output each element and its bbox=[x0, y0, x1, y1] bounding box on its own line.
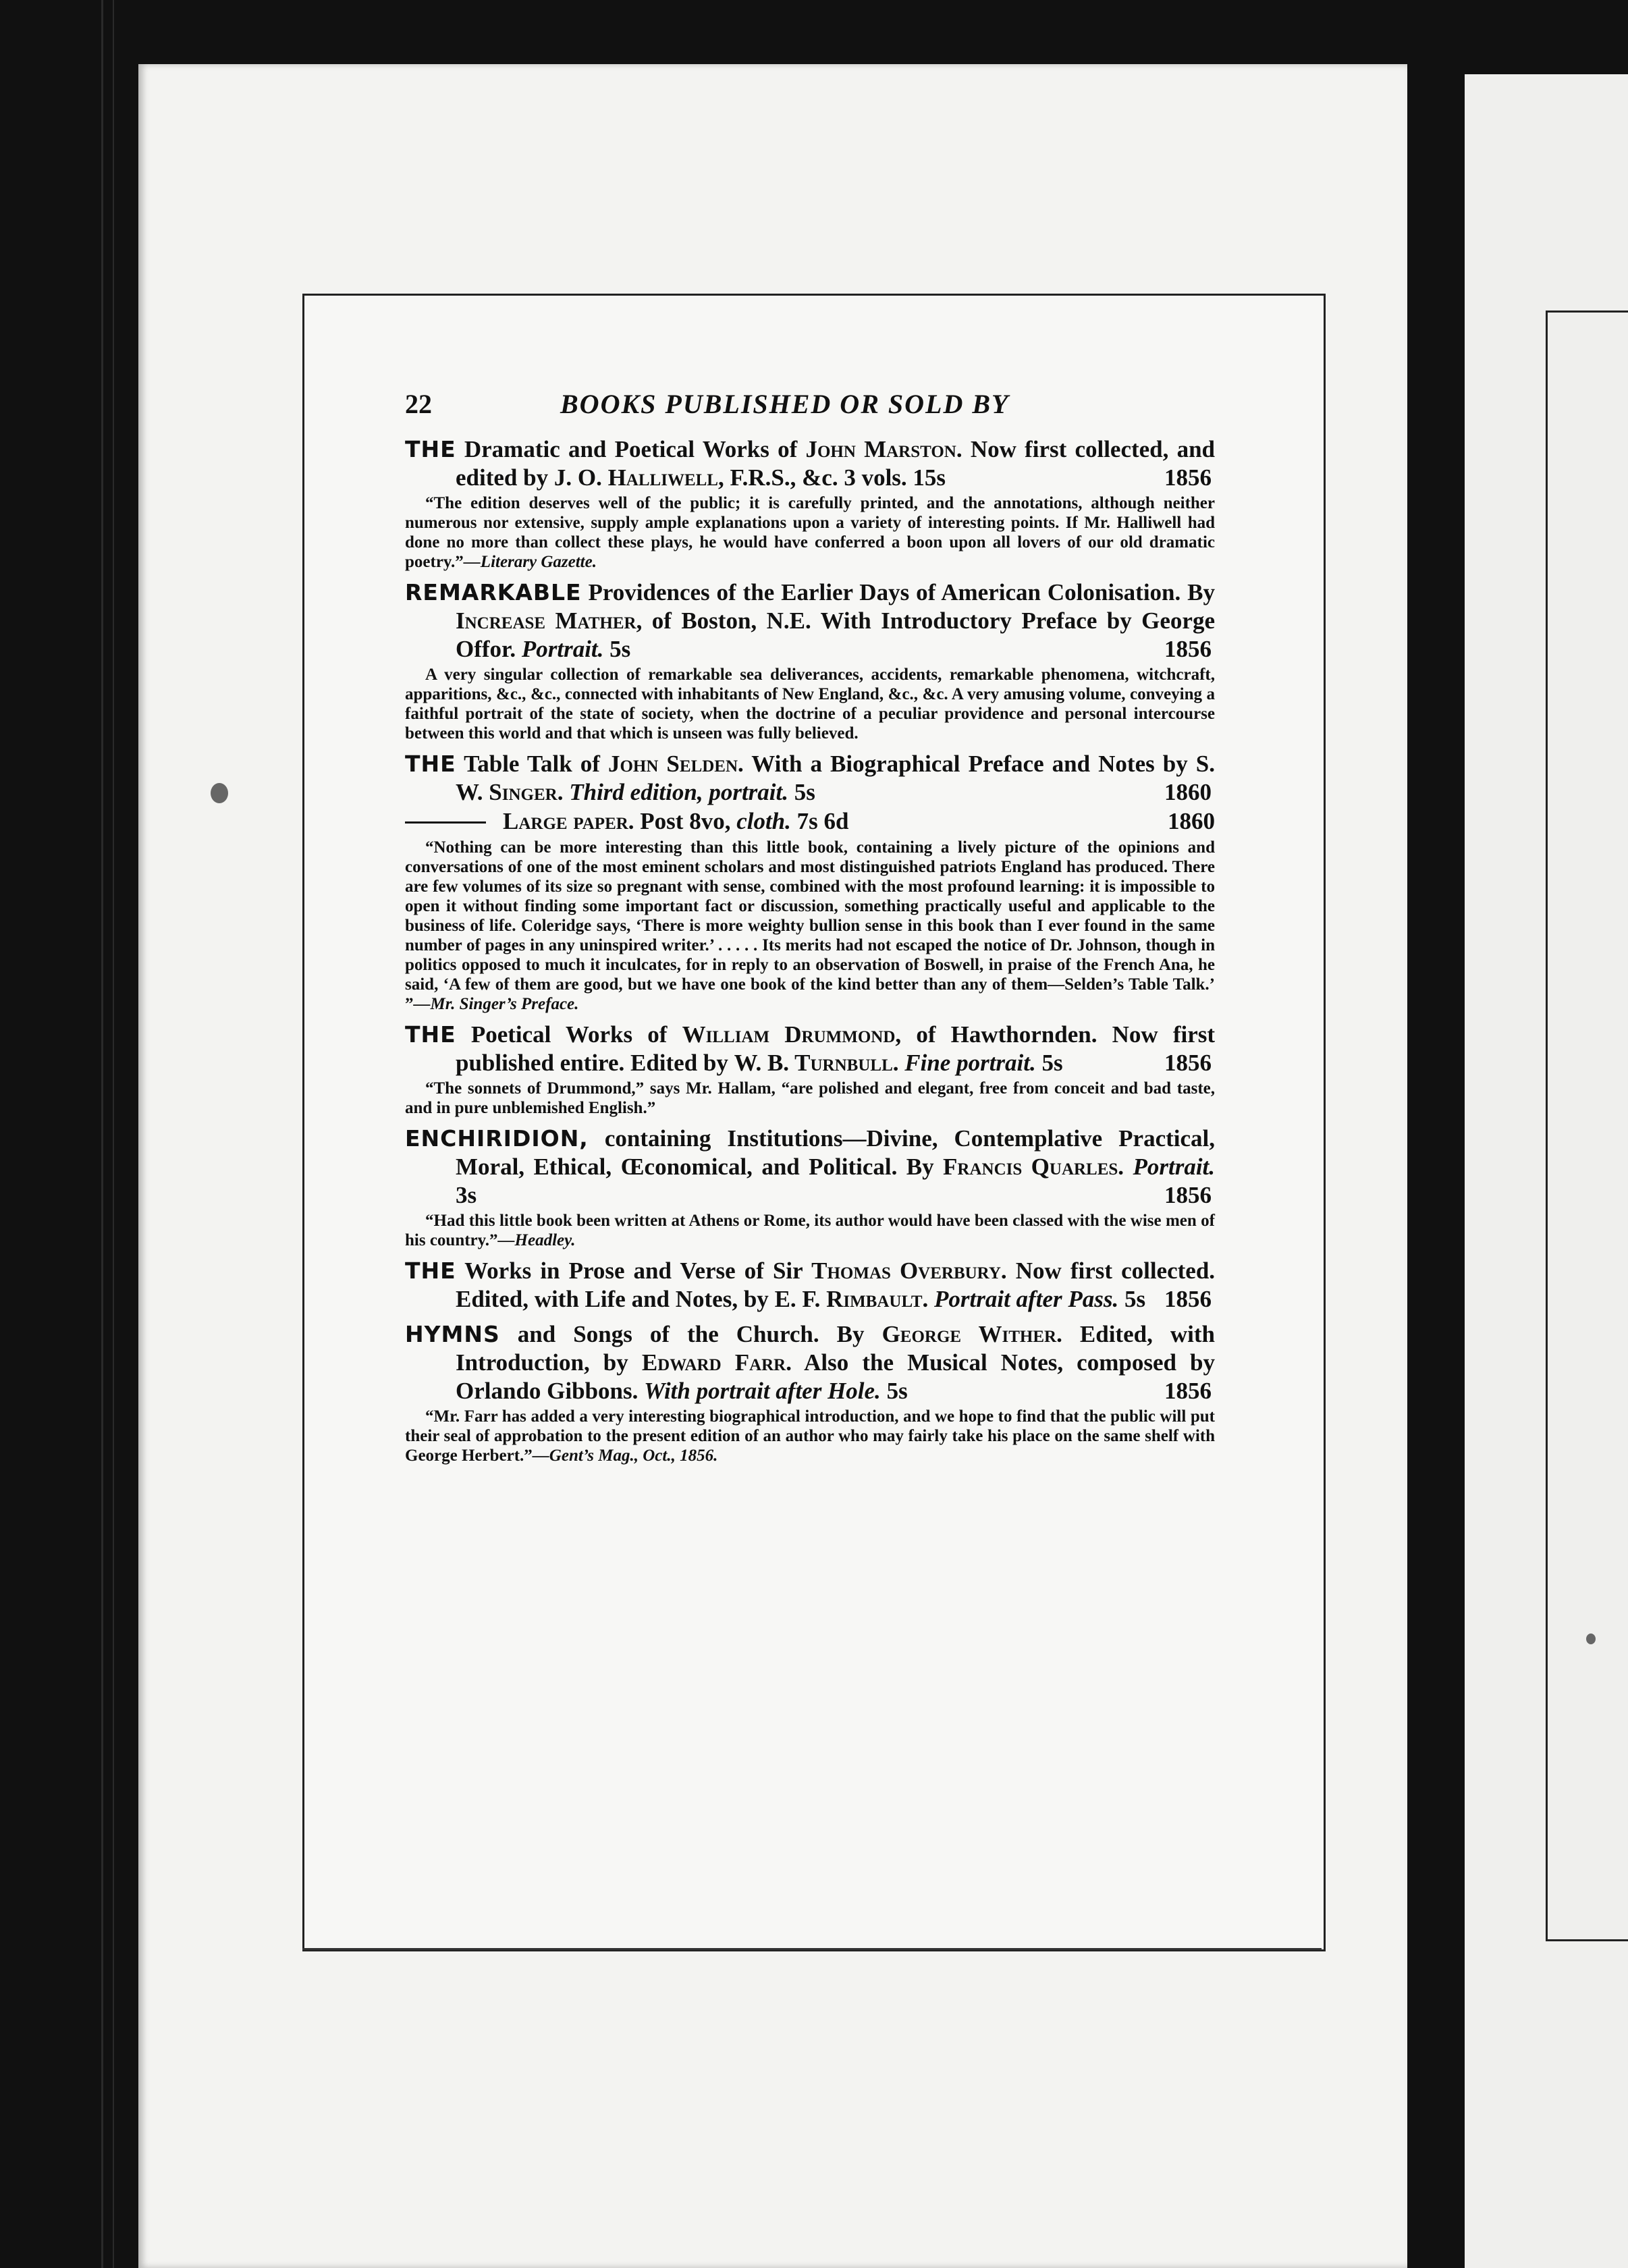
page-number: 22 bbox=[405, 389, 432, 419]
entry-title: ENCHIRIDION, containing Institutions—Divine, Contemplative Practical, Moral, Ethical, Œconomical, and Political. By Francis Quarles. Portrait. 3s 1856 bbox=[405, 1125, 1216, 1208]
large-paper-line bbox=[405, 807, 1215, 836]
entry-italic-note: Third edition, portrait. bbox=[569, 779, 788, 805]
entry-editor: J. O. Halliwell, bbox=[553, 464, 724, 491]
entry-title: HYMNS and Songs of the Church. By George Wither. Edited, with Introduction, by Edward Farr. Also the Musical Notes, composed by Orlando Gibbons. With portrait after Hole. 5s 1856 bbox=[405, 1321, 1215, 1404]
running-head: BOOKS PUBLISHED OR SOLD BY bbox=[560, 389, 1010, 419]
quote-source: —Mr. Singer’s Preface. bbox=[413, 995, 579, 1013]
quote-text: “Mr. Farr has added a very interesting biographical introduction, and we hope to find that the public will put their seal of approbation to the present edition of an author who may fairly take his place on the same shelf with George Herbert.” bbox=[405, 1407, 1215, 1465]
entry-editor: E. F. Rimbault. bbox=[774, 1286, 929, 1312]
entry-lead-word: HYMNS bbox=[405, 1321, 500, 1347]
entry-rest: Edited, with Introduction, by bbox=[456, 1321, 1215, 1376]
entry-quote bbox=[405, 665, 1215, 743]
entry-quote bbox=[405, 838, 1215, 1014]
entry-quote bbox=[405, 1079, 1215, 1118]
entry-lead-word: THE bbox=[405, 1258, 456, 1284]
page-header bbox=[405, 388, 1215, 429]
entry-editor: Edward Farr. bbox=[641, 1349, 792, 1376]
entry-rest: of Boston, N.E. With Introductory Preface by George Offor. bbox=[456, 608, 1215, 662]
entry-rest: of Hawthornden. Now first published entire. Edited by bbox=[456, 1021, 1216, 1076]
dust-speck bbox=[1586, 1634, 1596, 1644]
entry-editor: S. W. Singer. bbox=[456, 751, 1215, 805]
entry-lead-word: THE bbox=[405, 1021, 456, 1048]
quote-source: —Literary Gazette. bbox=[463, 553, 597, 571]
entry-price: 5s bbox=[1041, 1050, 1063, 1076]
quote-text: “The edition deserves well of the public; it is carefully printed, and the annotations, although neither numerous nor extensive, supply ample explanations upon a variety of interesting points. If Mr. Halliwell had done no more than collect these plays, he would have conferred a boon upon all lovers of our old dramatic poetry.” bbox=[405, 494, 1215, 571]
entry-quote bbox=[405, 1211, 1215, 1250]
entry-italic-note: Portrait. bbox=[1133, 1154, 1216, 1180]
quote-text: A very singular collection of remarkable sea deliverances, accidents, remarkable phenomena, witchcraft, apparitions, &c., &c., connected with inhabitants of New England, &c., &c. A very amusing volume, conveying a faithful portrait of the state of society, when the doctrine of a peculiar providence and personal intercourse between this world and that which is unseen was fully believed. bbox=[405, 666, 1215, 742]
catalog-entry-overbury bbox=[405, 1257, 1215, 1314]
entry-price: 5s bbox=[1124, 1286, 1146, 1312]
entry-title-text: containing Institutions—Divine, Contemplative Practical, Moral, Ethical, Œconomical, and Political. By bbox=[456, 1125, 1215, 1180]
entry-author: George Wither. bbox=[881, 1321, 1062, 1347]
entry-author: John Selden. bbox=[607, 751, 744, 777]
facing-page-frame bbox=[1546, 310, 1628, 1941]
entry-title: THE Table Talk of John Selden. With a Biographical Preface and Notes by S. W. Singer. Third edition, portrait. 5s 1860 bbox=[405, 751, 1215, 805]
entry-lead-word: THE bbox=[405, 751, 456, 777]
large-paper-binding: cloth. bbox=[736, 808, 791, 834]
catalog-entry-selden bbox=[405, 750, 1215, 1014]
entry-lead-word: THE bbox=[405, 436, 456, 462]
entry-title-text: Dramatic and Poetical Works of bbox=[464, 436, 798, 462]
catalog-entry-marston bbox=[405, 435, 1215, 572]
page-content bbox=[405, 388, 1215, 1472]
ditto-dash bbox=[405, 821, 486, 836]
catalog-entry-wither bbox=[405, 1320, 1215, 1465]
entry-title-text: Providences of the Earlier Days of American Colonisation. By bbox=[588, 579, 1215, 605]
entry-title: THE Works in Prose and Verse of Sir Thomas Overbury. Now first collected. Edited, with Life and Notes, by E. F. Rimbault. Portrait after Pass. 5s 1856 bbox=[405, 1258, 1216, 1312]
large-paper-text: Post 8vo, bbox=[640, 808, 731, 834]
entry-italic-note: Portrait. bbox=[521, 636, 604, 662]
quote-text: “Had this little book been written at Athens or Rome, its author would have been classed with the wise men of his country.” bbox=[405, 1212, 1215, 1249]
entry-quote bbox=[405, 493, 1215, 572]
entry-lead-word: ENCHIRIDION, bbox=[405, 1125, 589, 1152]
gutter-lines bbox=[101, 0, 114, 2268]
catalog-entry-drummond bbox=[405, 1021, 1215, 1118]
entry-author: Increase Mather, bbox=[456, 608, 643, 634]
entry-rest2: F.R.S., &c. 3 vols. bbox=[730, 464, 907, 491]
quote-text: “The sonnets of Drummond,” says Mr. Hallam, “are polished and elegant, free from conceit and bad taste, and in pure unblemished English.” bbox=[405, 1079, 1215, 1117]
quote-text: “Nothing can be more interesting than this little book, containing a lively picture of the opinions and conversations of one of the most eminent scholars and most distinguished patriots England has produced. There are few volumes of its size so pregnant with sense, combined with the most profound learning: it is impossible to open it without finding some important fact or discussion, something practically useful and applicable to the business of life. Coleridge says, ‘There is more weighty bullion sense in this book than I ever found in the same number of pages in any uninspired writer.’ . . . . . Its merits had not escaped the notice of Dr. Johnson, though in politics opposed to much it inculcates, for in reply to an observation of Boswell, in praise of the French Ana, he said, ‘A few of them are good, but we have one book of the kind better than any of them—Selden’s Table Talk.’ ” bbox=[405, 838, 1215, 1013]
entry-title: REMARKABLE Providences of the Earlier Days of American Colonisation. By Increase Mather, of Boston, N.E. With Introductory Preface by George Offor. Portrait. 5s 1856 bbox=[405, 579, 1215, 662]
entry-italic-note: Portrait after Pass. bbox=[934, 1286, 1119, 1312]
entry-price: 5s bbox=[886, 1378, 908, 1404]
entry-price: 5s bbox=[794, 779, 815, 805]
page-bottom-rule bbox=[302, 1948, 1322, 1950]
entry-title-text: Works in Prose and Verse of Sir bbox=[464, 1258, 803, 1284]
entry-title: THE Poetical Works of William Drummond, of Hawthornden. Now first published entire. Edited by W. B. Turnbull. Fine portrait. 5s 1856 bbox=[405, 1021, 1216, 1076]
entry-author: Francis Quarles. bbox=[943, 1154, 1124, 1180]
entry-price: 15s bbox=[913, 464, 946, 491]
large-paper-label: Large paper. bbox=[503, 808, 634, 834]
entry-author: William Drummond, bbox=[682, 1021, 902, 1048]
catalog-entry-quarles bbox=[405, 1125, 1215, 1250]
entry-title: THE Dramatic and Poetical Works of John Marston. Now first collected, and edited by J. O. Halliwell, F.R.S., &c. 3 vols. 15s 1856 bbox=[405, 436, 1216, 491]
entry-rest: Now first collected, and edited by bbox=[456, 436, 1216, 491]
large-paper-year: 1860 bbox=[1168, 808, 1215, 834]
dust-speck bbox=[211, 783, 228, 803]
entry-price: 5s bbox=[609, 636, 631, 662]
large-paper-price: 7s 6d bbox=[796, 808, 849, 834]
entry-author: Thomas Overbury. bbox=[811, 1258, 1007, 1284]
entry-italic-note: Fine portrait. bbox=[904, 1050, 1036, 1076]
entry-rest: With a Biographical Preface and Notes by bbox=[751, 751, 1188, 777]
entry-rest: Now first collected. Edited, with Life and Notes, by bbox=[456, 1258, 1216, 1312]
catalog-entry-mather bbox=[405, 578, 1215, 743]
entry-italic-note: With portrait after Hole. bbox=[644, 1378, 881, 1404]
entry-title-text: Table Talk of bbox=[464, 751, 600, 777]
entry-editor: W. B. Turnbull. bbox=[734, 1050, 899, 1076]
quote-source: —Gent’s Mag., Oct., 1856. bbox=[532, 1447, 718, 1465]
entry-title-text: and Songs of the Church. By bbox=[517, 1321, 865, 1347]
entry-title-text: Poetical Works of bbox=[470, 1021, 668, 1048]
entry-lead-word: REMARKABLE bbox=[405, 579, 582, 605]
entry-rest2: Also the Musical Notes, composed by Orlando Gibbons. bbox=[456, 1349, 1215, 1404]
entry-quote bbox=[405, 1407, 1215, 1465]
quote-source: —Headley. bbox=[497, 1231, 576, 1249]
entry-price: 3s bbox=[456, 1182, 477, 1208]
entry-author: John Marston. bbox=[805, 436, 962, 462]
